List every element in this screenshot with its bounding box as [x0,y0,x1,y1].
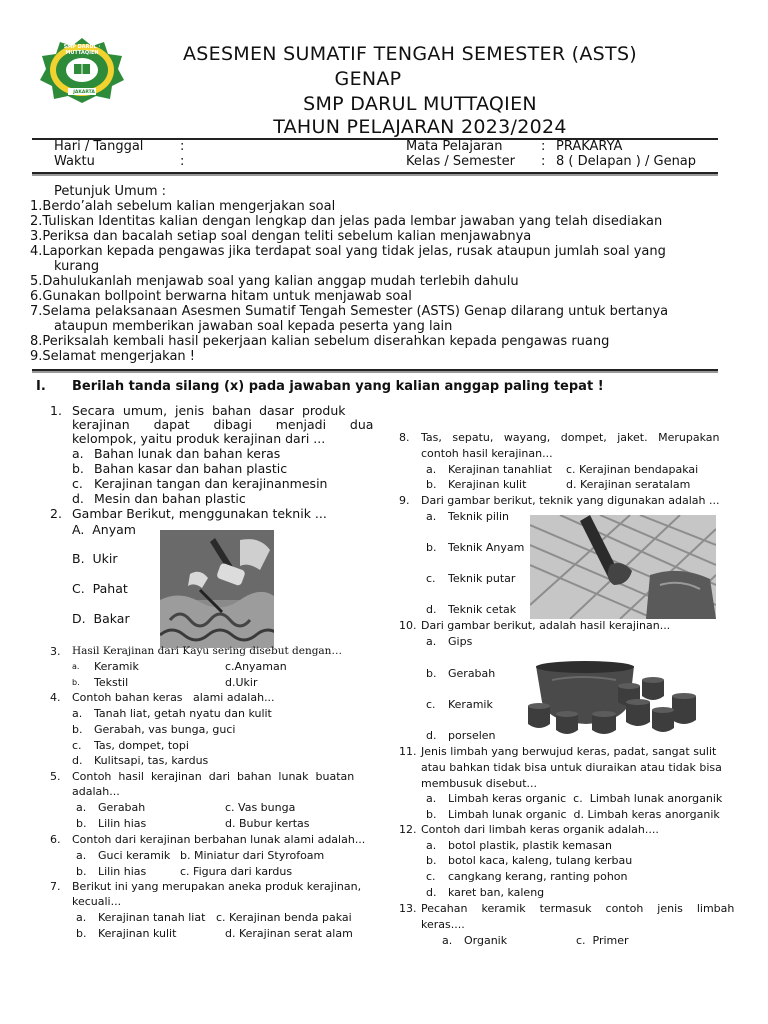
q9-option-letter: c. [426,572,436,585]
q7-option[interactable]: Kerajinan kulit [98,927,177,940]
q4-option-letter: b. [72,723,83,736]
q6-option[interactable]: Guci keramik [98,849,171,862]
q10-text: Dari gambar berikut, adalah hasil kerajinan... [421,619,671,632]
petunjuk-item: 7.Selama pelaksanaan Asesmen Sumatif Tengah Semester (ASTS) Genap dilarang untuk bertanya [30,304,669,319]
q11-option[interactable]: Limbah lunak organic d. Limbah keras anorganik [448,808,720,821]
q6-option-letter: a. [76,849,87,862]
q5-option[interactable]: Lilin hias [98,817,147,830]
q3-number: 3. [50,645,61,658]
q2-option[interactable]: C. Pahat [72,581,128,596]
kelas-colon: : [541,154,546,169]
q10-option[interactable]: Keramik [448,698,493,711]
q10-number: 10. [399,619,417,632]
q8-option[interactable]: c. Kerajinan bendapakai [566,463,699,476]
q13-option[interactable]: c. Primer [576,934,629,947]
hari-label: Hari / Tanggal [54,139,144,154]
q5-option[interactable]: d. Bubur kertas [225,817,310,830]
q8-option[interactable]: Kerajinan tanahliat [448,463,552,476]
q4-option[interactable]: Gerabah, vas bunga, guci [94,723,236,736]
q8-text: contoh hasil kerajinan... [421,447,553,460]
q2-option[interactable]: D. Bakar [72,611,130,626]
petunjuk-title: Petunjuk Umum : [54,184,167,199]
petunjuk-item: 2.Tuliskan Identitas kalian dengan lengkap dan jelas pada lembar jawaban yang telah disediakan [30,214,663,229]
section-rule [32,369,718,371]
q4-text: Contoh bahan keras alami adalah... [72,691,275,704]
mapel-value: PRAKARYA [556,139,623,154]
q11-text: atau bahkan tidak bisa untuk diuraikan atau tidak bisa [421,761,722,774]
q11-option[interactable]: Limbah keras organic c. Limbah lunak anorganik [448,792,723,805]
q8-option[interactable]: d. Kerajinan seratalam [566,478,691,491]
section-number: I. [36,379,46,394]
q4-option[interactable]: Kulitsapi, tas, kardus [94,754,209,767]
q12-text: Contoh dari limbah keras organik adalah.... [421,823,659,836]
q12-option[interactable]: karet ban, kaleng [448,886,545,899]
q7-option-letter: a. [76,911,87,924]
title-line2: GENAP [334,68,402,90]
q6-option-letter: b. [76,865,87,878]
q1-option-letter: a. [72,446,84,461]
q4-option[interactable]: Tas, dompet, topi [94,739,189,752]
q1-option[interactable]: Kerajinan tangan dan kerajinanmesin [94,476,328,491]
title-line4: TAHUN PELAJARAN 2023/2024 [273,116,567,138]
q7-option[interactable]: c. Kerajinan benda pakai [216,911,352,924]
q3-option[interactable]: d.Ukir [225,676,258,689]
logo-text-bottom: JAKARTA [73,90,95,95]
q11-text: Jenis limbah yang berwujud keras, padat, sangat sulit [421,745,717,758]
q9-option[interactable]: Teknik pilin [448,510,510,523]
petunjuk-item: 1.Berdo’alah sebelum kalian mengerjakan soal [30,199,336,214]
q5-text: Contoh hasil kerajinan dari bahan lunak buatan [72,770,355,783]
q8-text: Tas, sepatu, wayang, dompet, jaket. Merupakan [421,431,720,444]
section-instruction: Berilah tanda silang (x) pada jawaban yang kalian anggap paling tepat ! [72,379,604,394]
q13-number: 13. [399,902,417,915]
q7-number: 7. [50,880,61,893]
q2-option[interactable]: A. Anyam [72,522,136,537]
q12-option-letter: c. [426,870,436,883]
q13-text: Pecahan keramik termasuk contoh jenis limbah [421,902,735,915]
q2-option[interactable]: B. Ukir [72,551,118,566]
logo-text-top: SMP DARUL · MUTTAQIEN [63,44,101,56]
q9-option-letter: d. [426,603,437,616]
mapel-label: Mata Pelajaran [406,139,503,154]
q4-option-letter: c. [72,739,82,752]
q6-number: 6. [50,833,61,846]
q2-text: Gambar Berikut, menggunakan teknik ... [72,506,327,521]
q1-text: kerajinan dapat dibagi menjadi dua [72,417,374,432]
header-rule-bottom [32,172,718,174]
q1-option[interactable]: Mesin dan bahan plastic [94,491,246,506]
q3-option[interactable]: Keramik [94,660,139,673]
weaving-image [530,515,716,619]
q11-option-letter: a. [426,792,437,805]
q4-option-letter: a. [72,707,83,720]
q8-number: 8. [399,431,410,444]
q3-option-letter: a. [72,662,80,671]
pottery-image [522,656,700,742]
q5-option[interactable]: Gerabah [98,801,146,814]
q7-text: kecuali... [72,895,122,908]
q10-option-letter: a. [426,635,437,648]
q8-option-letter: b. [426,478,437,491]
q11-text: membusuk disebut... [421,777,538,790]
title-line1: ASESMEN SUMATIF TENGAH SEMESTER (ASTS) [182,43,638,65]
kelas-value: 8 ( Delapan ) / Genap [556,154,697,169]
q7-option-letter: b. [76,927,87,940]
q3-option-letter: b. [72,678,80,687]
q8-option[interactable]: Kerajinan kulit [448,478,527,491]
q6-option[interactable]: c. Figura dari kardus [180,865,293,878]
q1-option[interactable]: Bahan lunak dan bahan keras [94,446,281,461]
q10-option-letter: c. [426,698,436,711]
q5-option[interactable]: c. Vas bunga [225,801,296,814]
kelas-label: Kelas / Semester [406,154,515,169]
q12-number: 12. [399,823,417,836]
q3-option[interactable]: c.Anyaman [225,660,287,673]
q1-text: Secara umum, jenis bahan dasar produk [72,403,346,418]
q8-option-letter: a. [426,463,437,476]
q10-option-letter: d. [426,729,437,742]
q1-number: 1. [50,403,62,418]
q12-option-letter: b. [426,854,437,867]
petunjuk-item: 8.Periksalah kembali hasil pekerjaan kalian sebelum diserahkan kepada pengawas ruang [30,334,610,349]
q7-option[interactable]: Kerajinan tanah liat [98,911,206,924]
q9-text: Dari gambar berikut, teknik yang digunakan adalah ... [421,494,720,507]
q1-option-letter: c. [72,476,83,491]
q12-option-letter: a. [426,839,437,852]
q1-option-letter: d. [72,491,84,506]
q10-option[interactable]: Gips [448,635,473,648]
q12-option-letter: d. [426,886,437,899]
q11-number: 11. [399,745,417,758]
q7-option[interactable]: d. Kerajinan serat alam [225,927,353,940]
petunjuk-item: 4.Laporkan kepada pengawas jika terdapat soal yang tidak jelas, rusak ataupun jumlah soal yang [30,244,666,259]
q3-option[interactable]: Tekstil [94,676,129,689]
q1-option[interactable]: Bahan kasar dan bahan plastic [94,461,288,476]
q7-text: Berikut ini yang merupakan aneka produk kerajinan, [72,880,362,893]
q12-option[interactable]: botol plastik, plastik kemasan [448,839,612,852]
waktu-label: Waktu [54,154,95,169]
petunjuk-item-cont: kurang [54,259,100,274]
q4-number: 4. [50,691,61,704]
q10-option[interactable]: Gerabah [448,667,496,680]
q13-option[interactable]: Organik [464,934,508,947]
q9-option[interactable]: Teknik Anyam [448,541,525,554]
q2-number: 2. [50,506,62,521]
title-line3: SMP DARUL MUTTAQIEN [303,93,537,115]
q10-option-letter: b. [426,667,437,680]
q5-option-letter: b. [76,817,87,830]
q6-text: Contoh dari kerajinan berbahan lunak alami adalah... [72,833,366,846]
q9-option-letter: a. [426,510,437,523]
q4-option[interactable]: Tanah liat, getah nyatu dan kulit [94,707,272,720]
q9-number: 9. [399,494,410,507]
hari-colon: : [180,139,185,154]
petunjuk-item: 9.Selamat mengerjakan ! [30,349,196,364]
q3-text: Hasil Kerajinan dari Kayu sering disebut dengan… [72,645,342,657]
petunjuk-item-cont: ataupun memberikan jawaban soal kepada peserta yang lain [54,319,453,334]
q12-option[interactable]: cangkang kerang, ranting pohon [448,870,628,883]
petunjuk-item: 3.Periksa dan bacalah setiap soal dengan teliti sebelum kalian menjawabnya [30,229,532,244]
waktu-colon: : [180,154,185,169]
q6-option[interactable]: Lilin hias [98,865,147,878]
mapel-colon: : [541,139,546,154]
q5-text: adalah... [72,785,120,798]
q1-text: kelompok, yaitu produk kerajinan dari ... [72,431,326,446]
q11-option-letter: b. [426,808,437,821]
petunjuk-item: 5.Dahulukanlah menjawab soal yang kalian anggap mudah terlebih dahulu [30,274,519,289]
q6-option[interactable]: b. Miniatur dari Styrofoam [180,849,325,862]
q13-option-letter: a. [442,934,453,947]
q1-option-letter: b. [72,461,84,476]
q9-option-letter: b. [426,541,437,554]
q12-option[interactable]: botol kaca, kaleng, tulang kerbau [448,854,633,867]
q9-option[interactable]: Teknik cetak [448,603,517,616]
q5-number: 5. [50,770,61,783]
q10-option[interactable]: porselen [448,729,496,742]
wood-carving-image [160,530,274,648]
q4-option-letter: d. [72,754,83,767]
q9-option[interactable]: Teknik putar [448,572,516,585]
q13-text: keras.... [421,918,465,931]
petunjuk-item: 6.Gunakan bollpoint berwarna hitam untuk menjawab soal [30,289,412,304]
q5-option-letter: a. [76,801,87,814]
